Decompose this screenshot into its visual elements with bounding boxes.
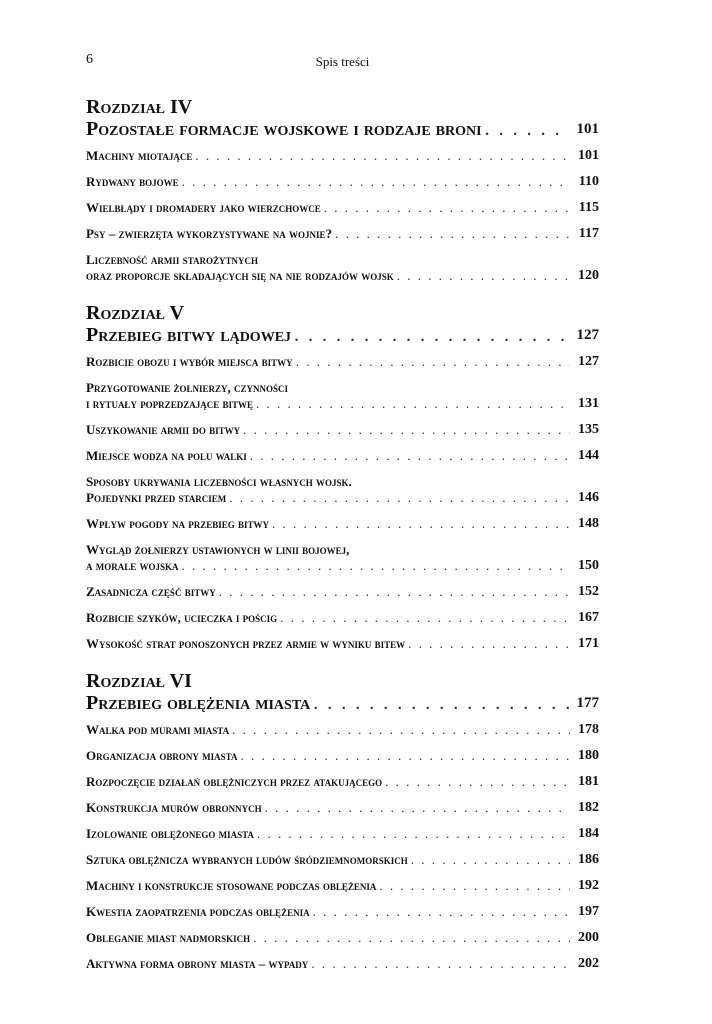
dot-leader bbox=[265, 800, 570, 816]
toc-entry bbox=[86, 226, 599, 242]
toc-entry bbox=[86, 800, 599, 816]
toc-entry bbox=[86, 878, 599, 894]
toc-entry bbox=[86, 748, 599, 764]
dot-leader bbox=[379, 878, 570, 894]
running-title: Spis treści bbox=[315, 54, 370, 69]
entry-title: Miejsce wodza na polu walki bbox=[86, 448, 247, 463]
entry-title: Obleganie miast nadmorskich bbox=[86, 930, 251, 945]
dot-leader bbox=[324, 200, 570, 216]
entry-title: Sztuka oblężnicza wybranych ludów śródziemnomorskich bbox=[86, 852, 408, 867]
page-ref: 101 bbox=[578, 148, 599, 163]
toc-entry bbox=[86, 380, 599, 412]
page-ref: 180 bbox=[578, 748, 599, 763]
chapter-label: Rozdział V bbox=[86, 302, 185, 324]
entry-title: Rozbicie szyków, ucieczka i pościg bbox=[86, 610, 278, 625]
page-header bbox=[86, 52, 599, 72]
entry-row bbox=[86, 774, 599, 790]
dot-leader bbox=[296, 354, 570, 370]
entry-title: Wysokość strat ponoszonych przez armie w wyniku bitew bbox=[86, 636, 406, 651]
page-ref: 182 bbox=[578, 800, 599, 815]
dot-leader bbox=[257, 826, 570, 842]
entry-row bbox=[86, 422, 599, 438]
chapter-title-row bbox=[86, 324, 599, 346]
page-ref: 184 bbox=[578, 826, 599, 841]
entry-title: Kwestia zaopatrzenia podczas oblężenia bbox=[86, 904, 310, 919]
entry-row bbox=[86, 490, 599, 506]
dot-leader bbox=[397, 268, 570, 284]
page-ref: 131 bbox=[578, 396, 599, 411]
toc-entry bbox=[86, 852, 599, 868]
entry-row bbox=[86, 930, 599, 946]
chapter-label: Rozdział IV bbox=[86, 96, 193, 118]
page-ref: 117 bbox=[578, 226, 599, 241]
dot-leader bbox=[182, 558, 570, 574]
chapter-title: Przebieg oblężenia miasta bbox=[86, 692, 311, 714]
entry-title: Rozbicie obozu i wybór miejsca bitwy bbox=[86, 354, 293, 369]
page-number: 6 bbox=[86, 52, 93, 67]
page-ref: 200 bbox=[578, 930, 599, 945]
dot-leader bbox=[411, 852, 570, 868]
dot-leader bbox=[385, 774, 570, 790]
dot-leader bbox=[272, 516, 570, 532]
dot-leader bbox=[313, 692, 570, 714]
entry-title: i rytuały poprzedzające bitwę bbox=[86, 396, 253, 411]
entry-title-line: Wygląd żołnierzy ustawionych w linii bojowej, bbox=[86, 542, 350, 557]
toc-entry bbox=[86, 930, 599, 946]
toc-entry bbox=[86, 826, 599, 842]
entry-title: a morale wojska bbox=[86, 558, 179, 573]
toc-entry bbox=[86, 722, 599, 738]
entry-row bbox=[86, 448, 599, 464]
entry-title: Rozpoczęcie działań oblężniczych przez atakującego bbox=[86, 774, 383, 789]
entry-title: Izolowanie oblężonego miasta bbox=[86, 826, 254, 841]
table-of-contents bbox=[86, 96, 599, 972]
toc-entry bbox=[86, 904, 599, 920]
page-ref: 177 bbox=[576, 695, 599, 711]
entry-row bbox=[86, 904, 599, 920]
toc-entry bbox=[86, 774, 599, 790]
entry-title: Uszykowanie armii do bitwy bbox=[86, 422, 241, 437]
entry-title: Konstrukcja murów obronnych bbox=[86, 800, 262, 815]
page-ref: 144 bbox=[578, 448, 599, 463]
entry-title: Machiny miotające bbox=[86, 148, 193, 163]
dot-leader bbox=[280, 610, 570, 626]
toc-entry bbox=[86, 516, 599, 532]
page-ref: 146 bbox=[578, 490, 599, 505]
dot-leader bbox=[219, 584, 570, 600]
entry-row bbox=[86, 956, 599, 972]
toc-entry bbox=[86, 474, 599, 506]
entry-row bbox=[86, 558, 599, 574]
toc-entry bbox=[86, 354, 599, 370]
page-ref: 197 bbox=[578, 904, 599, 919]
entry-row bbox=[86, 748, 599, 764]
entry-title: Wpływ pogody na przebieg bitwy bbox=[86, 516, 270, 531]
page-ref: 148 bbox=[578, 516, 599, 531]
entry-title: Wielbłądy i dromadery jako wierzchowce bbox=[86, 200, 321, 215]
entry-title: Organizacja obrony miasta bbox=[86, 748, 238, 763]
chapter-title: Pozostałe formacje wojskowe i rodzaje broni bbox=[86, 118, 482, 140]
entry-row bbox=[86, 174, 599, 190]
page-ref: 192 bbox=[578, 878, 599, 893]
page-ref: 127 bbox=[578, 354, 599, 369]
entry-row bbox=[86, 826, 599, 842]
entry-row bbox=[86, 226, 599, 242]
page-ref: 152 bbox=[578, 584, 599, 599]
toc-entry bbox=[86, 200, 599, 216]
dot-leader bbox=[485, 118, 570, 140]
entry-row bbox=[86, 200, 599, 216]
entry-row bbox=[86, 354, 599, 370]
entry-row bbox=[86, 636, 599, 652]
chapter-label: Rozdział VI bbox=[86, 670, 192, 692]
dot-leader bbox=[182, 174, 570, 190]
entry-title: Walka pod murami miasta bbox=[86, 722, 230, 737]
page-ref: 110 bbox=[578, 174, 599, 189]
dot-leader bbox=[335, 226, 570, 242]
entry-row bbox=[86, 722, 599, 738]
entry-title: Aktywna forma obrony miasta – wypady bbox=[86, 956, 309, 971]
dot-leader bbox=[294, 324, 570, 346]
dot-leader bbox=[243, 422, 570, 438]
entry-row bbox=[86, 878, 599, 894]
entry-row bbox=[86, 268, 599, 284]
entry-row bbox=[86, 852, 599, 868]
dot-leader bbox=[240, 748, 570, 764]
dot-leader bbox=[256, 396, 570, 412]
entry-title-line: Przygotowanie żołnierzy, czynności bbox=[86, 380, 289, 395]
entry-row bbox=[86, 800, 599, 816]
page-ref: 171 bbox=[578, 636, 599, 651]
page-ref: 150 bbox=[578, 558, 599, 573]
chapter-title-row bbox=[86, 118, 599, 140]
dot-leader bbox=[313, 904, 570, 920]
entry-row bbox=[86, 516, 599, 532]
dot-leader bbox=[250, 448, 570, 464]
entry-title: Pojedynki przed starciem bbox=[86, 490, 227, 505]
page-ref: 115 bbox=[578, 200, 599, 215]
page-ref: 178 bbox=[578, 722, 599, 737]
entry-row bbox=[86, 396, 599, 412]
dot-leader bbox=[195, 148, 570, 164]
page-ref: 186 bbox=[578, 852, 599, 867]
dot-leader bbox=[408, 636, 570, 652]
entry-title: Psy – zwierzęta wykorzystywane na wojnie? bbox=[86, 226, 333, 241]
entry-title-line: Liczebność armii starożytnych bbox=[86, 252, 259, 267]
toc-entry bbox=[86, 610, 599, 626]
toc-entry bbox=[86, 148, 599, 164]
page-ref: 167 bbox=[578, 610, 599, 625]
dot-leader bbox=[311, 956, 570, 972]
page-ref: 101 bbox=[576, 121, 599, 137]
toc-entry bbox=[86, 636, 599, 652]
entry-row bbox=[86, 148, 599, 164]
entry-title: Zasadnicza część bitwy bbox=[86, 584, 216, 599]
entry-title: oraz proporcje składających się na nie rodzajów wojsk bbox=[86, 268, 394, 283]
entry-row bbox=[86, 610, 599, 626]
toc-entry bbox=[86, 422, 599, 438]
page-ref: 181 bbox=[578, 774, 599, 789]
page-ref: 127 bbox=[576, 327, 599, 343]
entry-title: Machiny i konstrukcje stosowane podczas oblężenia bbox=[86, 878, 377, 893]
toc-entry bbox=[86, 542, 599, 574]
entry-title: Rydwany bojowe bbox=[86, 174, 179, 189]
chapter-title-row bbox=[86, 692, 599, 714]
toc-entry bbox=[86, 956, 599, 972]
dot-leader bbox=[232, 722, 570, 738]
entry-row bbox=[86, 584, 599, 600]
dot-leader bbox=[229, 490, 570, 506]
page-ref: 135 bbox=[578, 422, 599, 437]
dot-leader bbox=[253, 930, 570, 946]
chapter-title: Przebieg bitwy lądowej bbox=[86, 324, 292, 346]
entry-title-line: Sposoby ukrywania liczebności własnych wojsk. bbox=[86, 474, 352, 489]
toc-entry bbox=[86, 448, 599, 464]
toc-entry bbox=[86, 252, 599, 284]
toc-entry bbox=[86, 584, 599, 600]
page-ref: 120 bbox=[578, 268, 599, 283]
page-ref: 202 bbox=[578, 956, 599, 971]
toc-entry bbox=[86, 174, 599, 190]
